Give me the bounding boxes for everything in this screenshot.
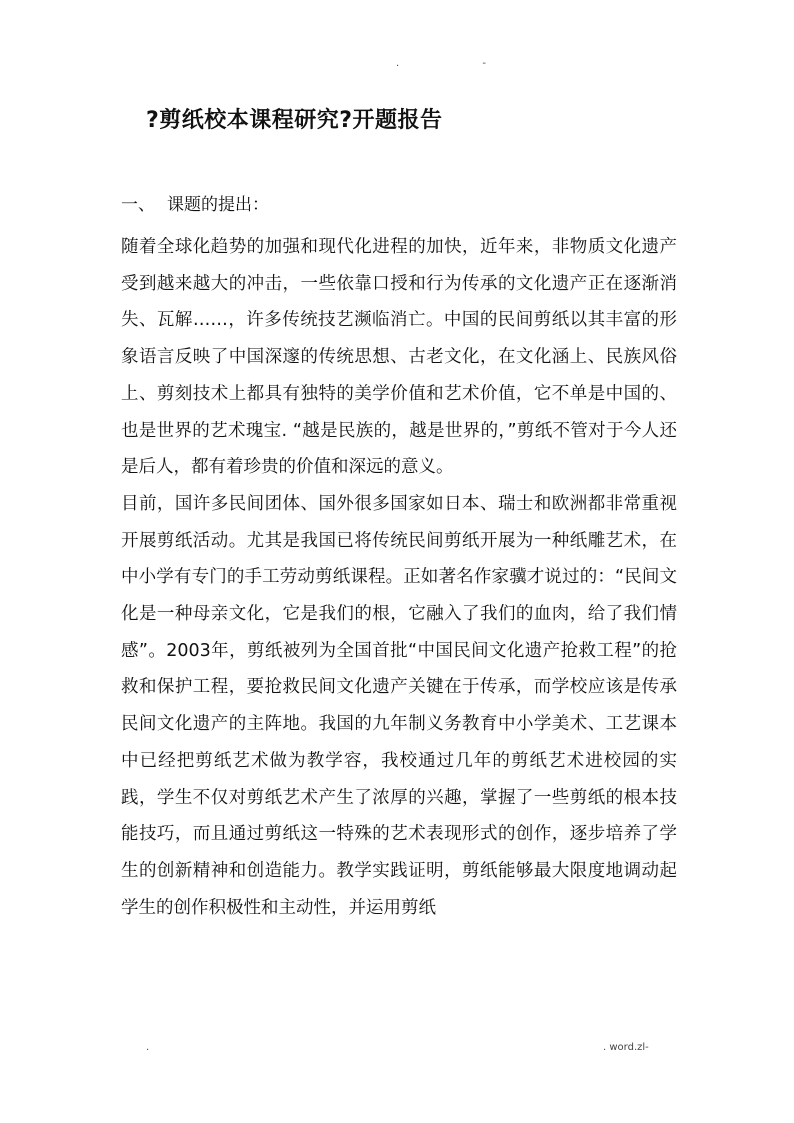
section-heading [121,190,269,215]
page-title: ?剪纸校本课程研究?开题报告 [146,108,443,133]
section-number: 一、 [121,195,155,215]
header-mark: . - [396,58,526,69]
footer-right-mark: . word.zl- [603,1042,649,1053]
body-text [121,229,677,926]
paragraph-background: 随着全球化趋势的加强和现代化进程的加快，近年来，非物质文化遗产受到越来越大的冲击，一些依靠口授和行为传承的文化遗产正在逐渐消失、瓦解……，许多传统技艺濒临消亡。中国的民间剪纸以其丰富的形象语言反映了中国深邃的传统思想、古老文化，在文化涵上、民族风俗上、剪刻技术上都具有独特的美学价值和艺术价值，它不单是中国的、也是世界的艺术瑰宝. “越是民族的，越是世界的，”剪纸不管对于今人还是后人，都有着珍贵的价值和深远的意义。 [121,237,677,478]
section-heading-text: 课题的提出： [167,195,269,215]
paragraph-current-situation: 目前，国许多民间团体、国外很多国家如日本、瑞士和欧洲都非常重视开展剪纸活动。尤其是我国已将传统民间剪纸开展为一种纸雕艺术，在中小学有专门的手工劳动剪纸课程。正如著名作家骥才说过的：“民间文化是一种母亲文化，它是我们的根，它融入了我们的血肉，给了我们情感”。2003年，剪纸被列为全国首批“中国民间文化遗产抢救工程”的抢救和保护工程，要抢救民间文化遗产关键在于传承，而学校应该是传承民间文化遗产的主阵地。我国的九年制义务教育中小学美术、工艺课本中已经把剪纸艺术做为教学容，我校通过几年的剪纸艺术进校园的实践，学生不仅对剪纸艺术产生了浓厚的兴趣，掌握了一些剪纸的根本技能技巧，而且通过剪纸这一特殊的艺术表现形式的创作，逐步培养了学生的创新精神和创造能力。教学实践证明，剪纸能够最大限度地调动起学生的创作积极性和主动性，并运用剪纸 [121,493,677,918]
footer-left-mark: . [146,1042,150,1053]
